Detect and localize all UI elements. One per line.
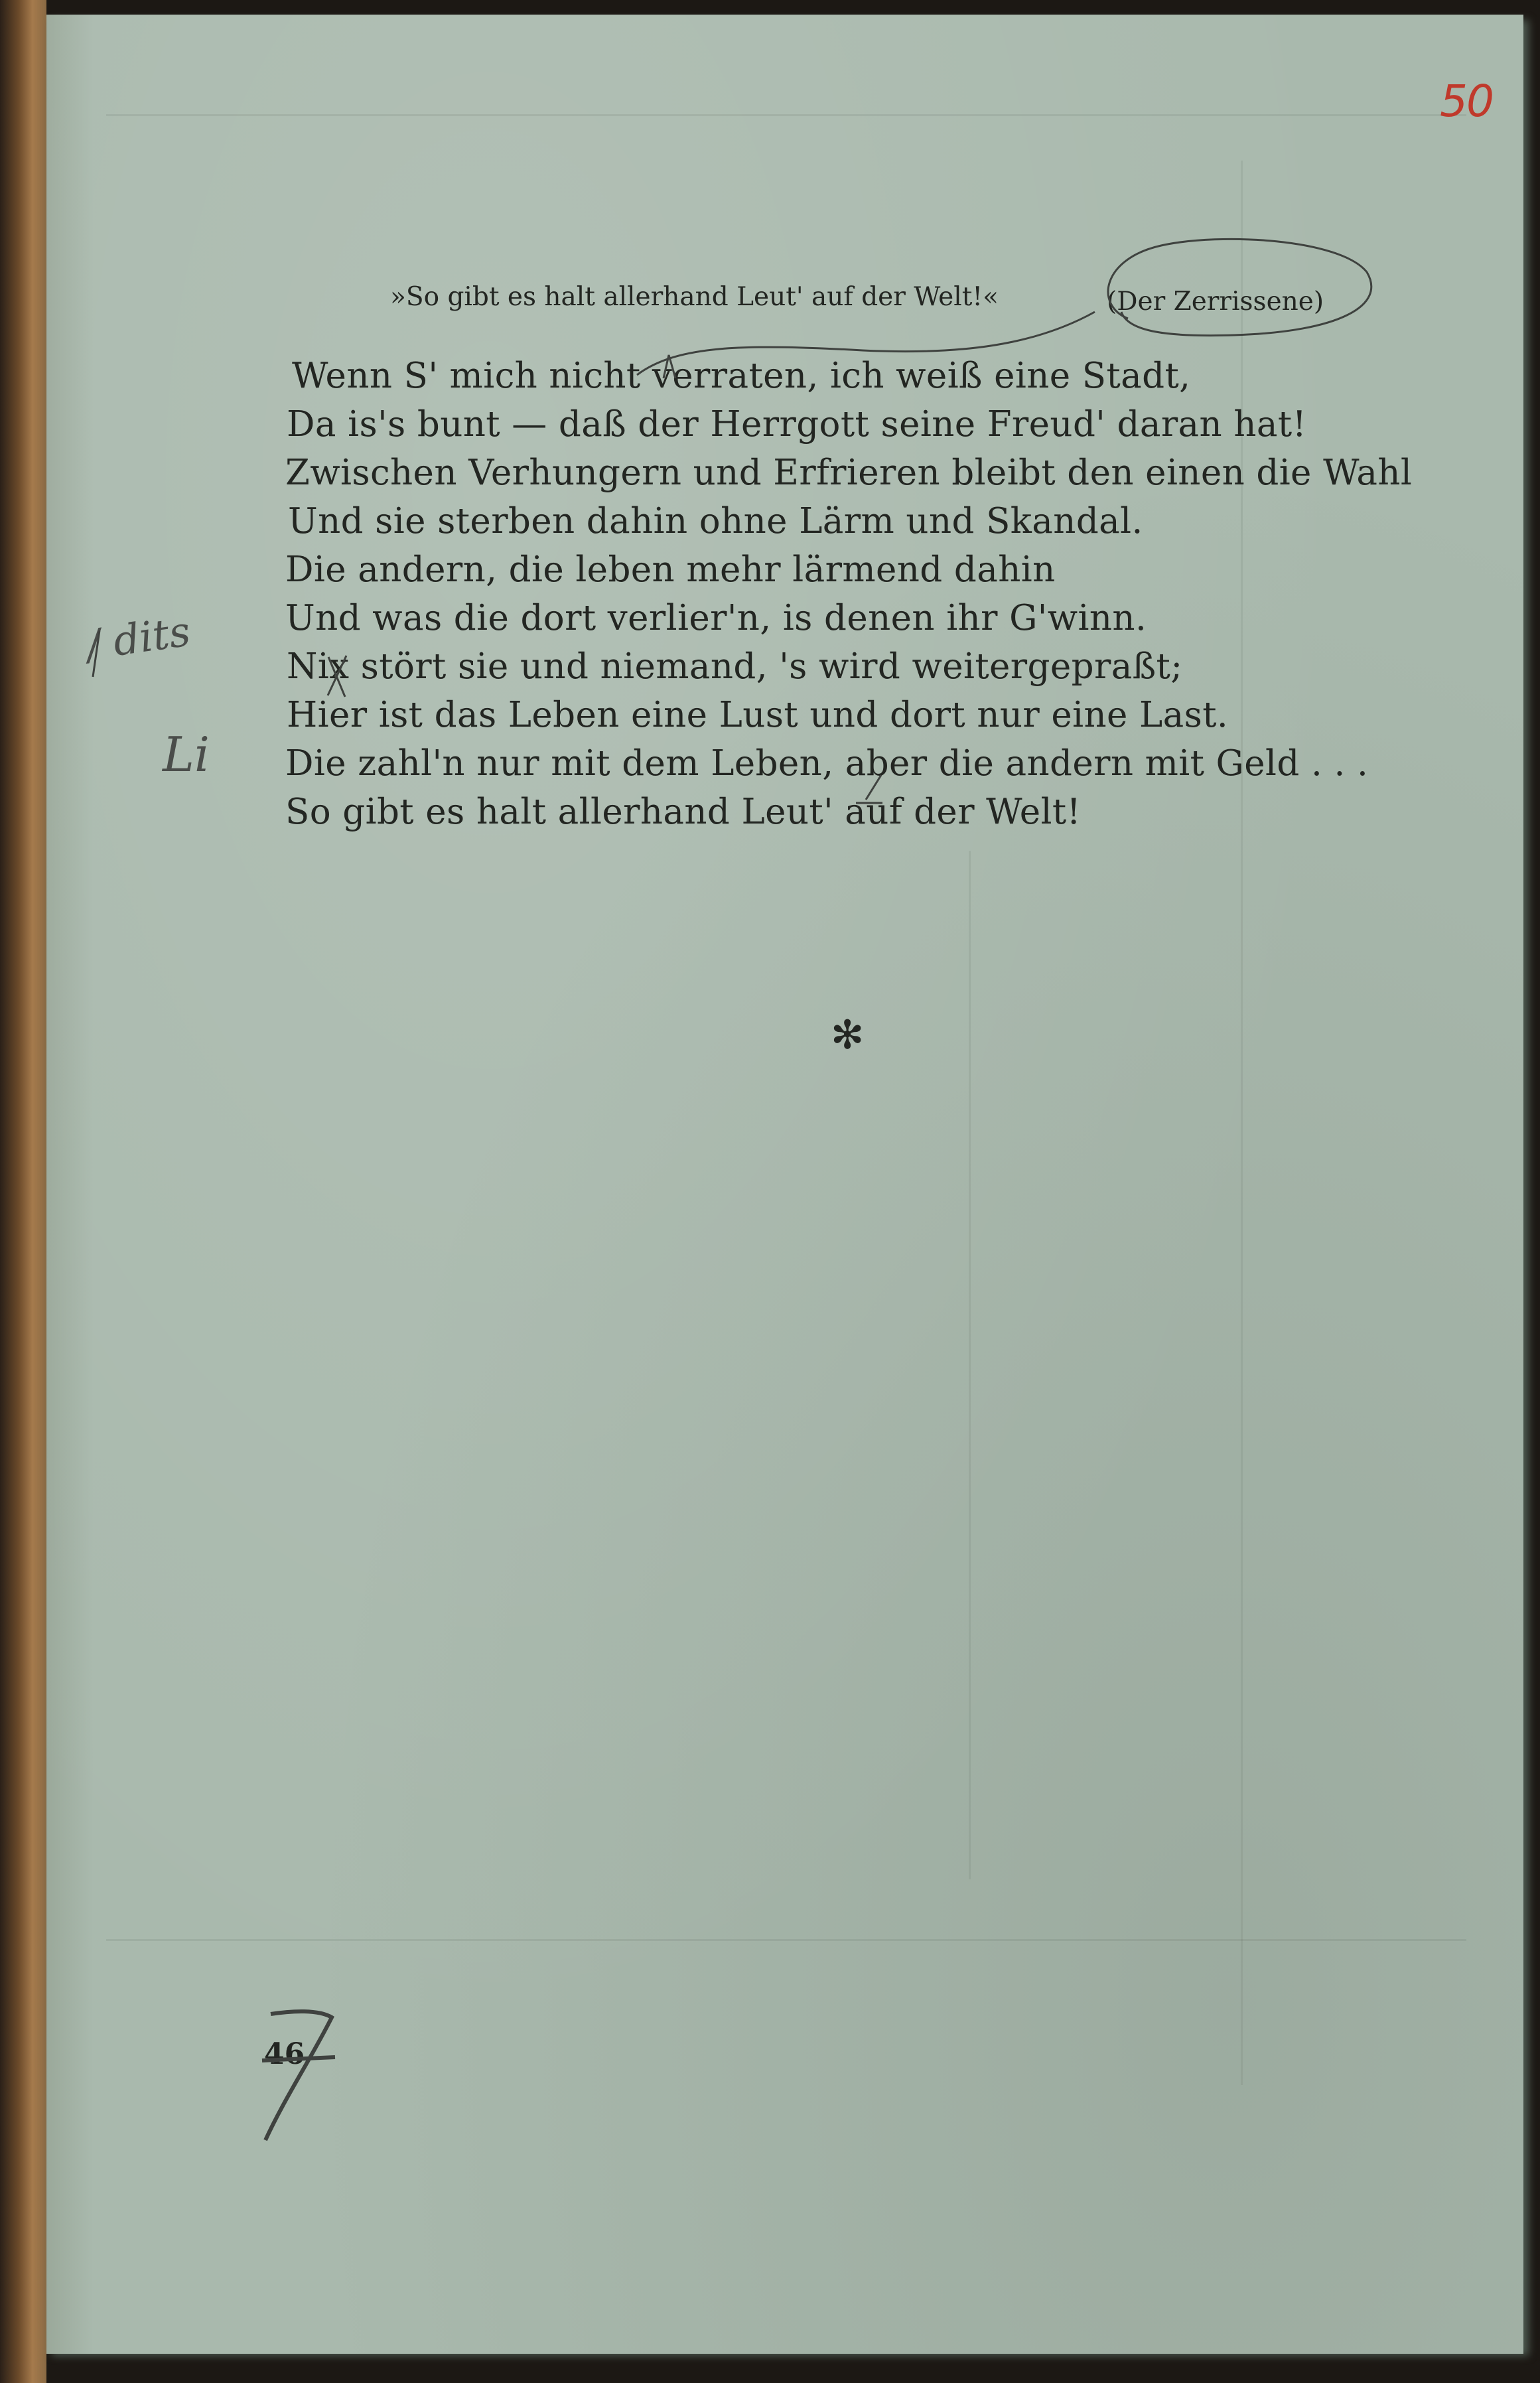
poem-line: Zwischen Verhungern und Erfrieren bleibt den einen die Wahl [285, 453, 1413, 493]
poem-body [285, 352, 1453, 836]
handwritten-page-number: 50 [1440, 76, 1493, 127]
pencil-circle-mark [1088, 232, 1380, 345]
poem-line: Die andern, die leben mehr lärmend dahin [285, 549, 1056, 590]
poem-line: Und sie sterben dahin ohne Lärm und Skandal. [288, 501, 1143, 542]
poem-line: Da is's bunt — daß der Herrgott seine Freud' daran hat! [287, 404, 1307, 445]
bleed-through-rule [969, 851, 971, 1879]
pencil-margin-note: / dits [83, 607, 194, 670]
poem-line: So gibt es halt allerhand Leut' auf der Welt! [285, 792, 1082, 832]
section-separator: ✻ [831, 1012, 865, 1058]
poem-source: (Der Zerrissene) [1107, 287, 1324, 317]
printed-folio: 46 [264, 2037, 305, 2071]
poem-line: Die zahl'n nur mit dem Leben, aber die andern mit Geld . . . [285, 743, 1369, 784]
poem-heading: »So gibt es halt allerhand Leut' auf der Welt!« [390, 282, 999, 312]
pencil-margin-note: Li [163, 727, 210, 782]
binding-strip [0, 0, 46, 2383]
poem-line: Und was die dort verlier'n, is denen ihr G'winn. [285, 598, 1147, 638]
bleed-through-rule [106, 1939, 1466, 1941]
poem-line: Wenn S' mich nicht verraten, ich weiß eine Stadt, [292, 356, 1191, 396]
bleed-through-rule [106, 114, 1466, 116]
poem-line: Hier ist das Leben eine Lust und dort nur eine Last. [287, 695, 1229, 735]
poem-line: Nix stört sie und niemand, 's wird weitergepraßt; [287, 646, 1183, 687]
